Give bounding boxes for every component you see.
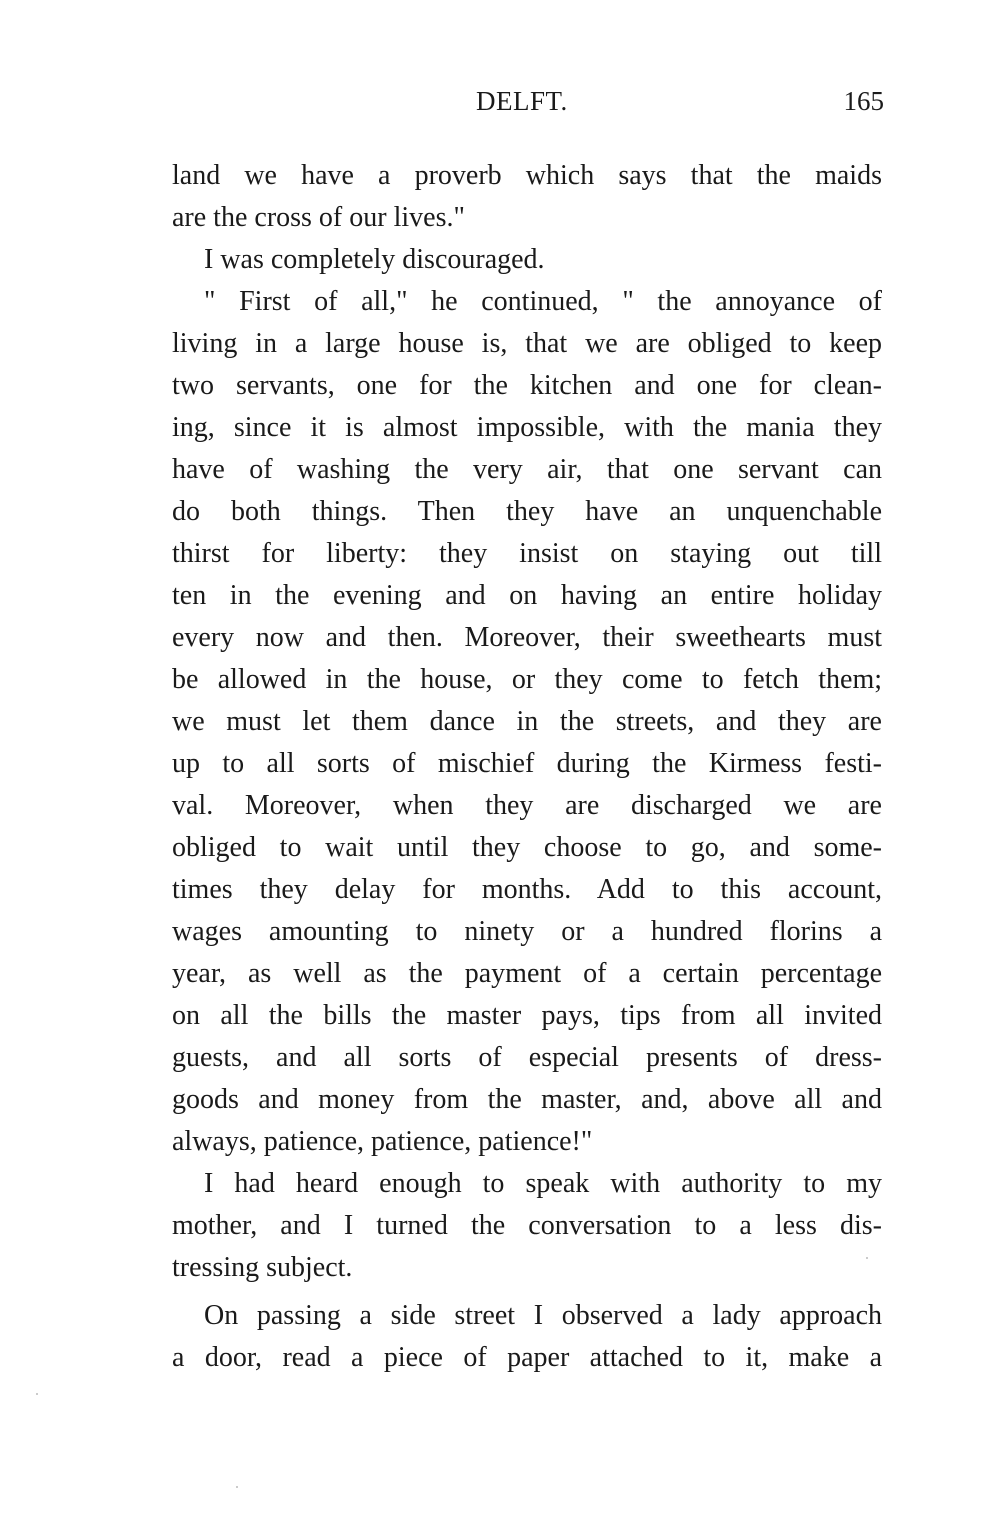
- text-line: obliged to wait until they choose to go, and some-: [172, 832, 882, 863]
- text-line: mother, and I turned the conversation to a less dis-: [172, 1210, 882, 1241]
- text-line: every now and then. Moreover, their sweethearts must: [172, 622, 882, 653]
- text-line: do both things. Then they have an unquenchable: [172, 496, 882, 527]
- text-line: ten in the evening and on having an entire holiday: [172, 580, 882, 611]
- text-line: times they delay for months. Add to this account,: [172, 874, 882, 905]
- text-line: tressing subject.: [172, 1252, 353, 1283]
- text-line: up to all sorts of mischief during the Kirmess festi-: [172, 748, 882, 779]
- text-line: be allowed in the house, or they come to fetch them;: [172, 664, 882, 695]
- paper-speck: [36, 1393, 38, 1395]
- text-line: on all the bills the master pays, tips from all invited: [172, 1000, 882, 1031]
- paper-speck: [866, 1257, 868, 1259]
- text-line: always, patience, patience, patience!": [172, 1126, 593, 1157]
- running-title: DELFT.: [476, 86, 568, 116]
- paragraph: [172, 1163, 882, 1289]
- text-line: living in a large house is, that we are obliged to keep: [172, 328, 882, 359]
- text-line: two servants, one for the kitchen and one for clean-: [172, 370, 882, 401]
- body-text: [172, 155, 882, 1379]
- text-line: a door, read a piece of paper attached to it, make a: [172, 1342, 882, 1373]
- text-line: I was completely discouraged.: [204, 244, 545, 275]
- text-line: ing, since it is almost impossible, with the mania they: [172, 412, 882, 443]
- paragraph: [172, 155, 882, 239]
- text-line: year, as well as the payment of a certain percentage: [172, 958, 882, 989]
- paragraph: [172, 281, 882, 1163]
- text-line: guests, and all sorts of especial presents of dress-: [172, 1042, 882, 1073]
- text-line: wages amounting to ninety or a hundred florins a: [172, 916, 882, 947]
- text-line: have of washing the very air, that one servant can: [172, 454, 882, 485]
- text-line: " First of all," he continued, " the annoyance of: [204, 286, 882, 317]
- page-number: 165: [843, 86, 884, 116]
- paper-speck: [236, 1486, 238, 1488]
- text-line: On passing a side street I observed a lady approach: [204, 1300, 882, 1331]
- paragraph: [172, 239, 882, 281]
- text-line: val. Moreover, when they are discharged we are: [172, 790, 882, 821]
- text-line: I had heard enough to speak with authority to my: [204, 1168, 882, 1199]
- running-head: [0, 86, 1000, 126]
- text-line: land we have a proverb which says that the maids: [172, 160, 882, 191]
- text-line: goods and money from the master, and, above all and: [172, 1084, 882, 1115]
- paragraph: [172, 1295, 882, 1379]
- text-line: are the cross of our lives.": [172, 202, 465, 233]
- text-line: thirst for liberty: they insist on staying out till: [172, 538, 882, 569]
- text-line: we must let them dance in the streets, and they are: [172, 706, 882, 737]
